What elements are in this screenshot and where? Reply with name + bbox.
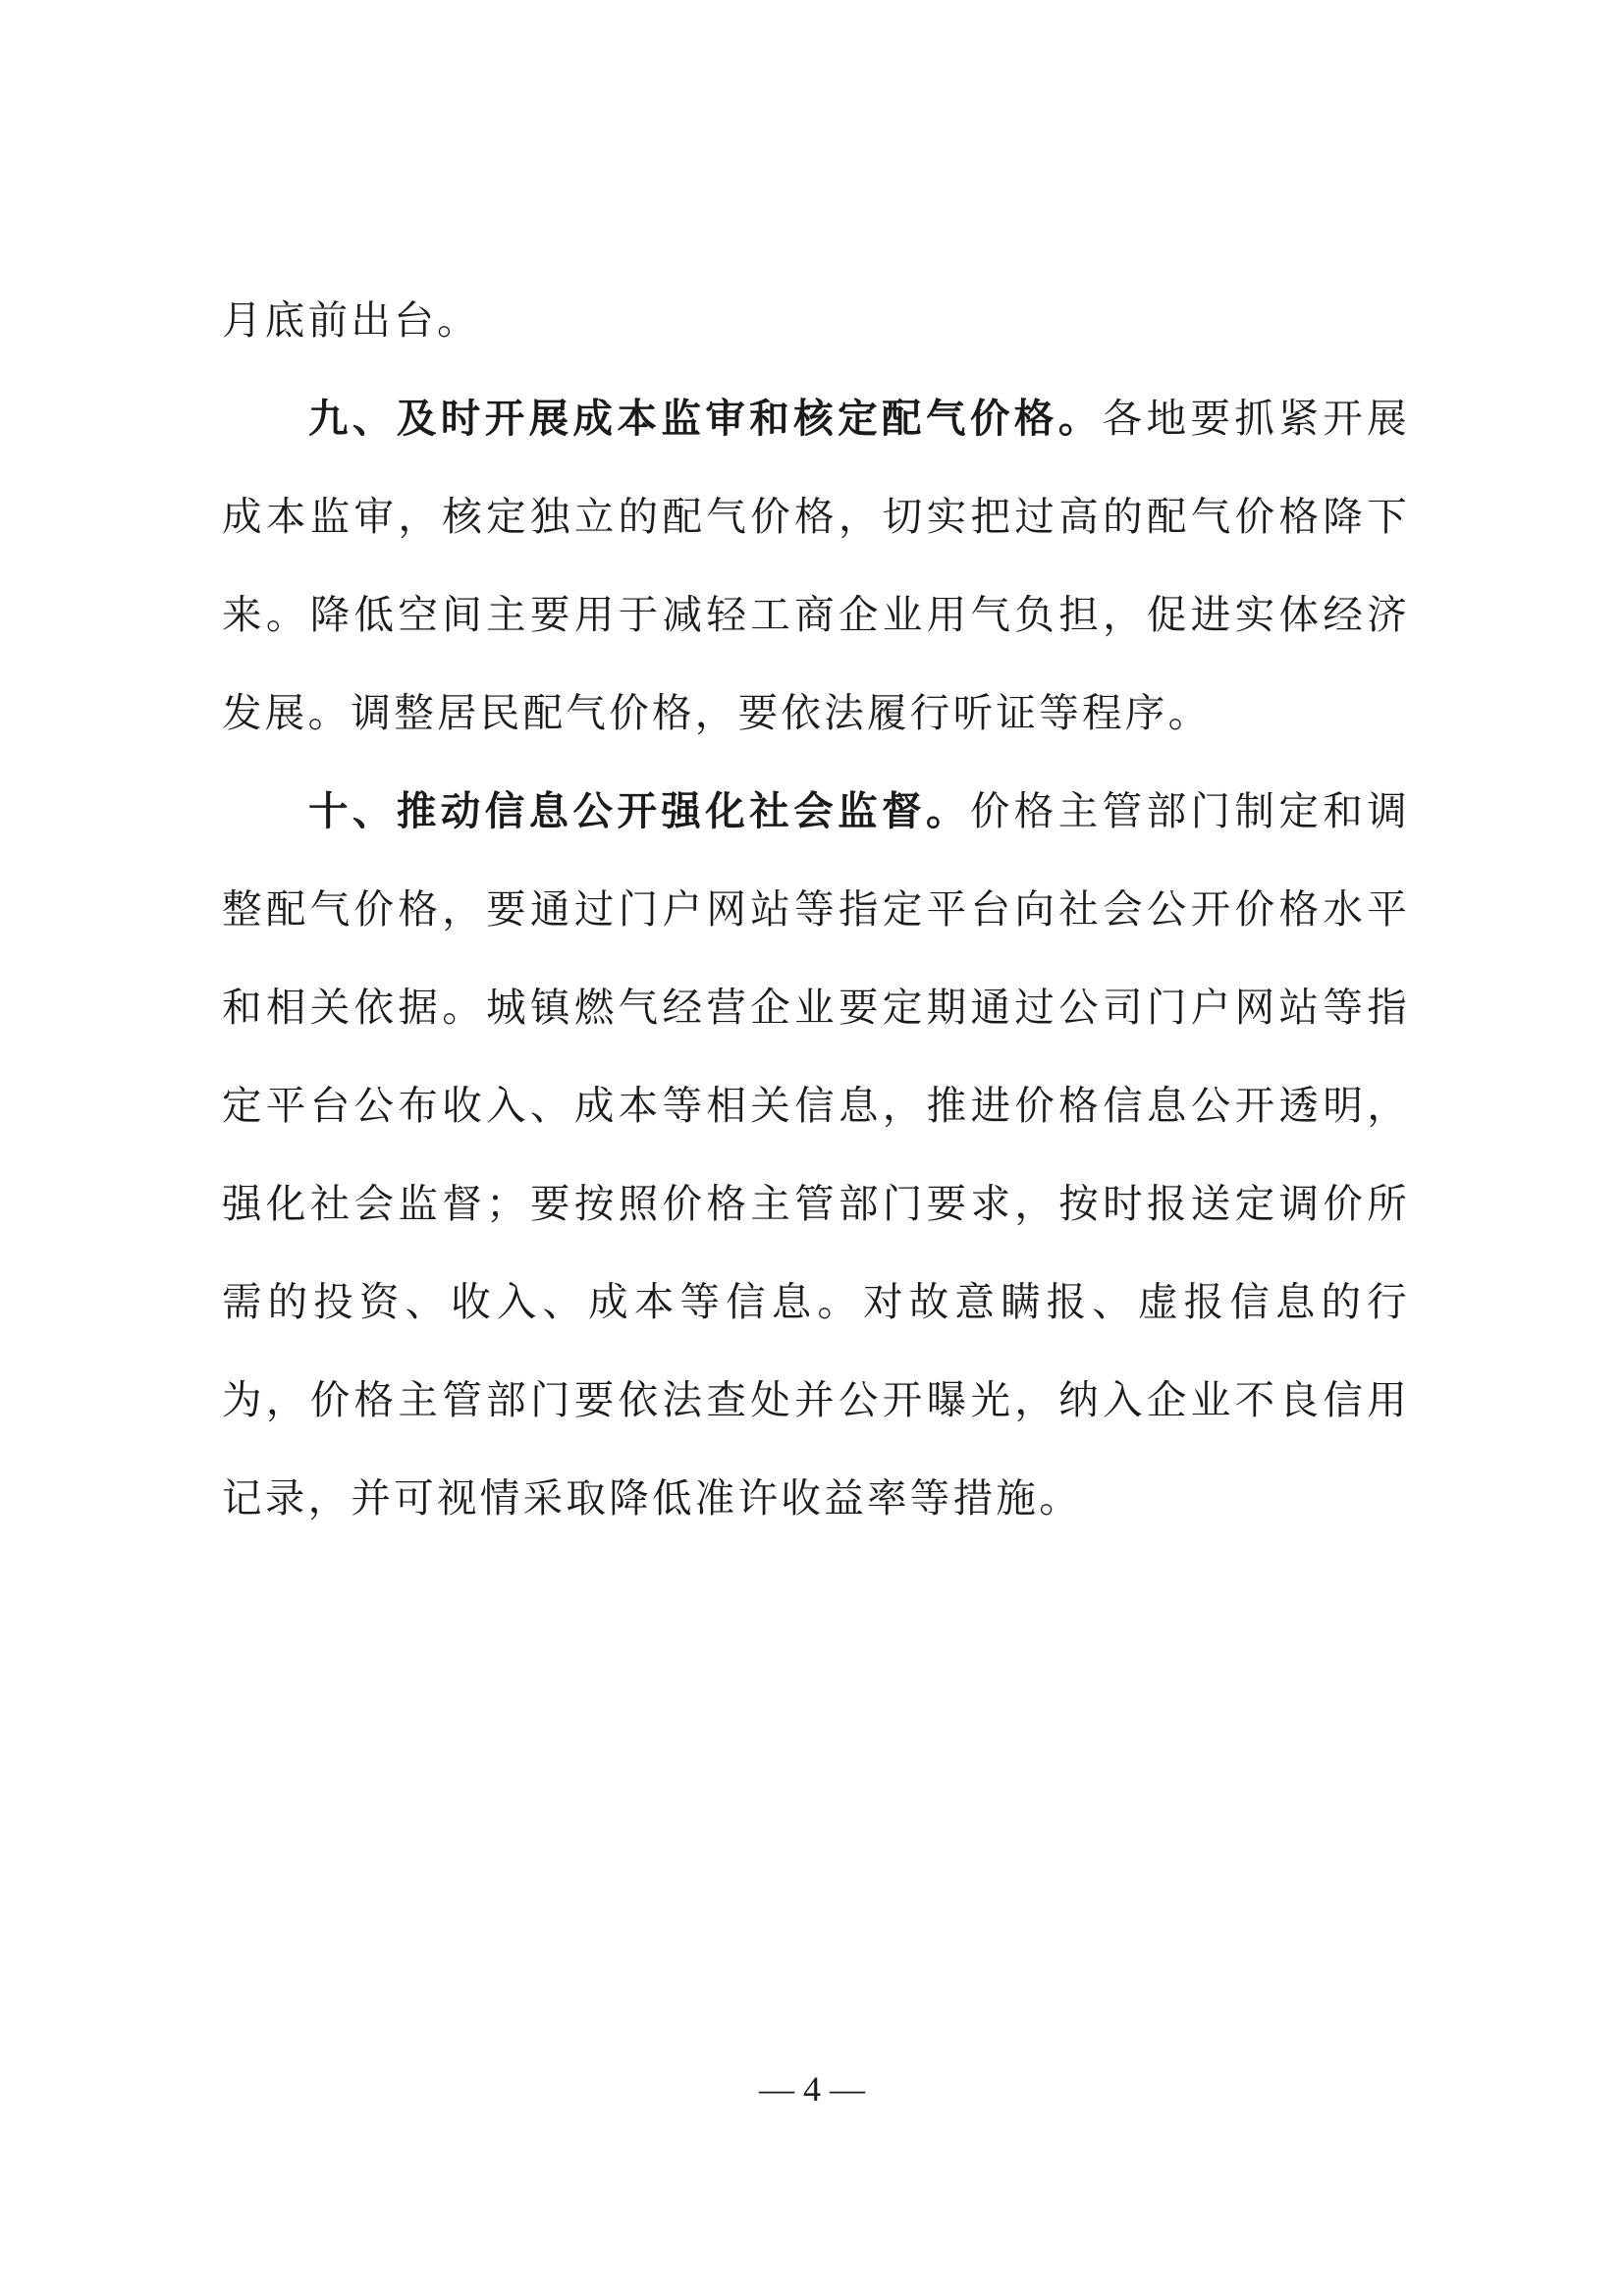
- document-body: [222, 271, 1410, 1547]
- section-heading-nine: 九、及时开展成本监审和核定配气价格。: [308, 395, 1103, 442]
- paragraph-text: 各地要抓紧开展成本监审，核定独立的配气价格，切实把过高的配气价格降下来。降低空间主要用于减轻工商企业用气负担，促进实体经济发展。调整居民配气价格，要依法履行听证等程序。: [222, 395, 1410, 736]
- paragraph-continuation: [222, 271, 1410, 369]
- paragraph-text: 月底前出台。: [222, 296, 480, 344]
- page-number: — 4 —: [759, 2069, 865, 2109]
- section-heading-ten: 十、推动信息公开强化社会监督。: [308, 787, 970, 834]
- paragraph-section-nine: [222, 369, 1410, 762]
- paragraph-text: 价格主管部门制定和调整配气价格，要通过门户网站等指定平台向社会公开价格水平和相关依据。城镇燃气经营企业要定期通过公司门户网站等指定平台公布收入、成本等相关信息，推进价格信息公开透明，强化社会监督；要按照价格主管部门要求，按时报送定调价所需的投资、收入、成本等信息。对故意瞒报、虚报信息的行为，价格主管部门要依法查处并公开曝光，纳入企业不良信用记录，并可视情采取降低准许收益率等措施。: [222, 787, 1410, 1522]
- paragraph-section-ten: [222, 762, 1410, 1547]
